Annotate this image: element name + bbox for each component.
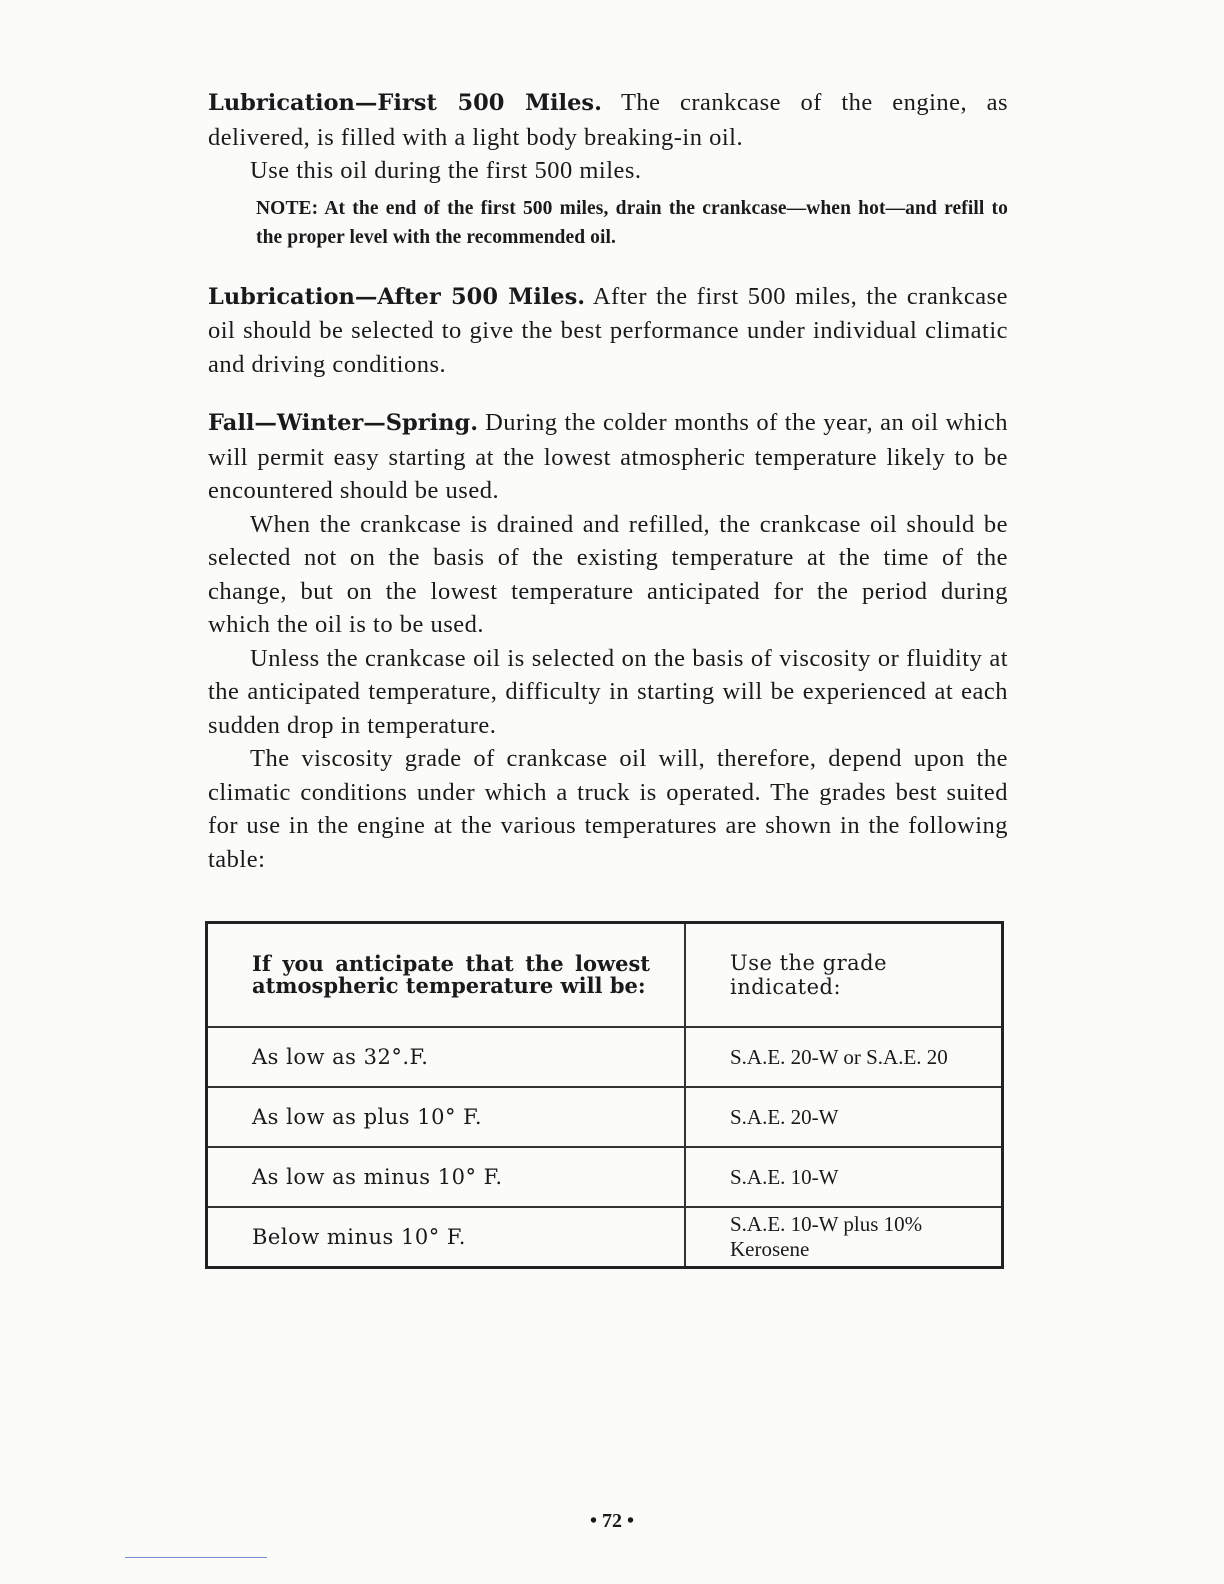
table-row <box>207 1207 1003 1268</box>
page-body <box>208 86 1008 876</box>
header-grade: Use the grade indicated: <box>685 923 1003 1028</box>
paragraph-viscosity-grade: The viscosity grade of crankcase oil will, therefore, depend upon the climatic conditions under which a truck is operated. The grades best suited for use in the engine at the various temperatures are shown in the following table: <box>208 745 1008 873</box>
cell-grade: S.A.E. 10-W <box>685 1147 1003 1207</box>
section-fall-winter-spring <box>208 406 1008 508</box>
cell-temperature: As low as minus 10° F. <box>207 1147 686 1207</box>
cell-temperature: As low as plus 10° F. <box>207 1087 686 1147</box>
bottom-divider <box>125 1557 267 1558</box>
table-row <box>207 1147 1003 1207</box>
heading-first-500: Lubrication—First 500 Miles. <box>208 90 602 116</box>
cell-grade: S.A.E. 10-W plus 10% Kerosene <box>685 1207 1003 1268</box>
section-first-500 <box>208 86 1008 154</box>
cell-temperature: Below minus 10° F. <box>207 1207 686 1268</box>
header-temperature: If you anticipate that the lowest atmospheric temperature will be: <box>207 923 686 1028</box>
heading-after-500: Lubrication—After 500 Miles. <box>208 283 586 310</box>
table-header-row <box>207 923 1003 1028</box>
note-drain-crankcase: NOTE: At the end of the first 500 miles, drain the crankcase—when hot—and refill to the proper level with the recommended oil. <box>256 197 1008 248</box>
table-row <box>207 1027 1003 1087</box>
heading-fall-winter-spring: Fall—Winter—Spring. <box>208 410 479 436</box>
oil-grade-table <box>205 921 1004 1269</box>
text-after-500: After the first 500 miles, the crankcase oil should be selected to give the best performance under individual climatic and driving conditions. <box>208 282 1009 378</box>
table-row <box>207 1087 1003 1147</box>
paragraph-viscosity-fluidity: Unless the crankcase oil is selected on the basis of viscosity or fluidity at the anticipated temperature, difficulty in starting will be experienced at each sudden drop in temperature. <box>208 644 1008 739</box>
text-first-500: The crankcase of the engine, as delivered, is filled with a light body breaking-in oil. <box>208 89 1008 151</box>
text-fall-winter-spring: During the colder months of the year, an oil which will permit easy starting at the lowest atmospheric temperature likely to be encountered should be used. <box>208 409 1008 504</box>
cell-temperature: As low as 32°.F. <box>207 1027 686 1087</box>
cell-grade: S.A.E. 20-W or S.A.E. 20 <box>685 1027 1003 1087</box>
section-after-500 <box>208 280 1008 382</box>
cell-grade: S.A.E. 20-W <box>685 1087 1003 1147</box>
paragraph-use-oil: Use this oil during the first 500 miles. <box>250 157 642 184</box>
page-number: • 72 • <box>589 1510 634 1532</box>
paragraph-drained-refilled: When the crankcase is drained and refilled, the crankcase oil should be selected not on the basis of the existing temperature at the time of the change, but on the lowest temperature anticipated for the period during which the oil is to be used. <box>208 510 1008 638</box>
